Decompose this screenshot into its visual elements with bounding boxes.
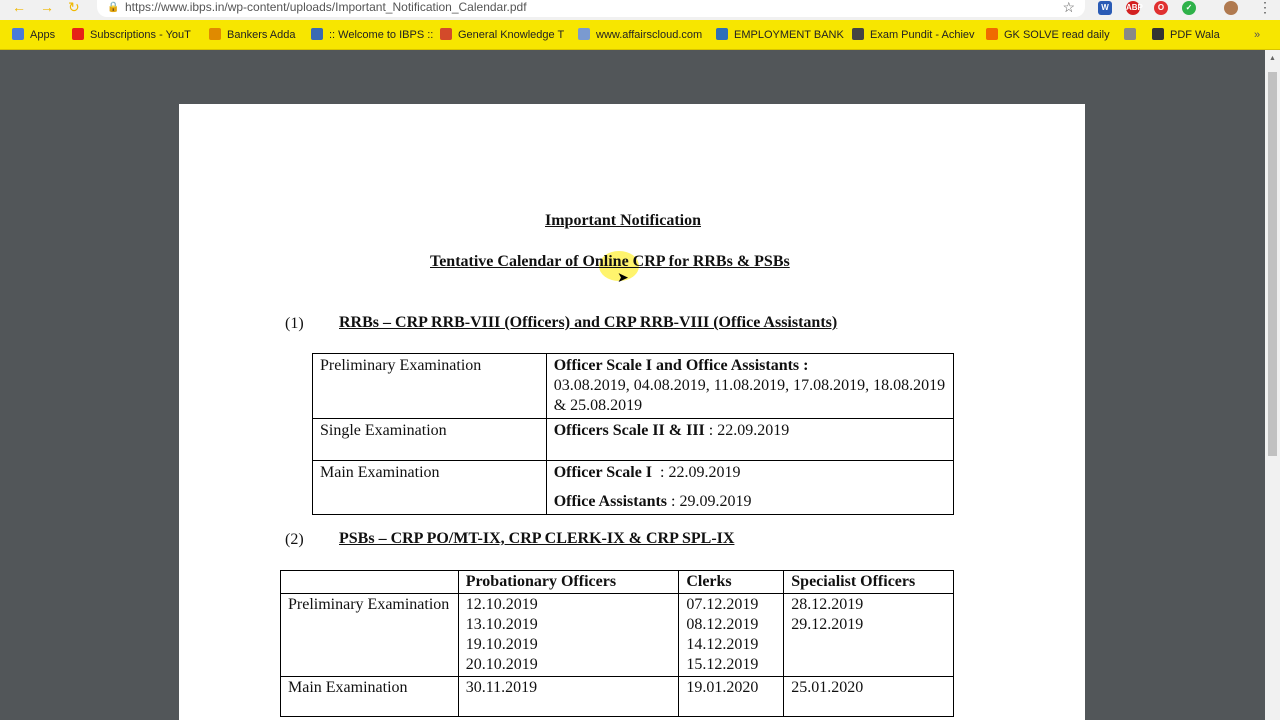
bookmark-label: General Knowledge T (458, 29, 565, 41)
extension-w-icon[interactable]: W (1098, 1, 1112, 15)
date-line: 28.12.2019 (791, 596, 864, 613)
exam-cell: Preliminary Examination (281, 594, 459, 677)
more-bookmarks-chevron-icon[interactable]: » (1254, 29, 1261, 41)
bookmark-item[interactable] (852, 28, 975, 42)
bookmark-item[interactable] (440, 28, 564, 42)
so-dates-cell (784, 594, 954, 677)
exam-pundit-icon (852, 28, 864, 40)
bookmark-item[interactable] (311, 28, 433, 42)
table-row (313, 419, 954, 461)
star-icon[interactable]: ☆ (1062, 0, 1075, 15)
mouse-pointer-icon: ➤ (617, 270, 629, 286)
bookmark-label: www.affairscloud.com (596, 29, 703, 41)
youtube-icon (72, 28, 84, 40)
pdf-page (179, 104, 1085, 720)
table-row (281, 594, 954, 677)
ibps-icon (311, 28, 323, 40)
browser-toolbar (0, 0, 1280, 20)
doc-title: Important Notification (545, 212, 701, 229)
bookmark-item[interactable] (578, 28, 702, 42)
clerk-dates-cell (679, 594, 784, 677)
pdf-wala-icon (1152, 28, 1164, 40)
scrollbar[interactable] (1265, 50, 1280, 720)
table-row (313, 461, 954, 515)
exam-cell: Main Examination (281, 677, 459, 717)
exam-cell: Main Examination (313, 461, 547, 515)
dates-bold-label-2: Office Assistants (553, 493, 668, 510)
profile-avatar-icon[interactable] (1224, 1, 1238, 15)
dates-bold-label: Officer Scale I (553, 464, 653, 481)
header-cell: Probationary Officers (458, 571, 679, 594)
bookmark-label: PDF Wala (1170, 29, 1220, 41)
doc-subtitle: Tentative Calendar of Online CRP for RRBs & PSBs (430, 253, 790, 270)
dates-cell (546, 354, 953, 419)
date-line: 20.10.2019 (465, 656, 538, 673)
dates-text: : 22.09.2019 (704, 422, 790, 439)
bankers-adda-icon (209, 28, 221, 40)
dates-bold-label: Officers Scale II & III (553, 422, 705, 439)
table-row (313, 354, 954, 419)
po-dates-cell: 30.11.2019 (458, 677, 679, 717)
bookmark-label: Subscriptions - YouT (90, 29, 191, 41)
lock-icon: 🔒 (107, 2, 120, 13)
date-line: 13.10.2019 (465, 616, 538, 633)
date-line: 19.10.2019 (465, 636, 538, 653)
table-header-row (281, 571, 954, 594)
employment-bank-icon (716, 28, 728, 40)
section-2-number: (2) (285, 531, 304, 548)
bookmarks-bar (0, 20, 1280, 50)
clerk-dates-cell: 19.01.2020 (679, 677, 784, 717)
bookmark-item[interactable] (209, 28, 296, 42)
gk-icon (440, 28, 452, 40)
bookmark-item[interactable] (716, 28, 844, 42)
bookmark-label: :: Welcome to IBPS :: (329, 29, 434, 41)
bookmark-item[interactable] (12, 28, 55, 42)
reload-icon[interactable]: ↻ (68, 0, 80, 15)
bookmark-label: EMPLOYMENT BANK (734, 29, 844, 41)
so-dates-cell: 25.01.2020 (784, 677, 954, 717)
blogger-icon (986, 28, 998, 40)
blank-page-icon (1124, 28, 1136, 40)
address-bar[interactable] (97, 0, 1085, 17)
bookmark-label: Exam Pundit - Achiev (870, 29, 975, 41)
rrb-calendar-table (312, 353, 954, 515)
dates-text: : 22.09.2019 (652, 464, 741, 481)
section-1-number: (1) (285, 315, 304, 332)
apps-grid-icon (12, 28, 24, 40)
check-icon[interactable]: ✓ (1182, 1, 1196, 15)
header-cell: Clerks (679, 571, 784, 594)
date-line: 14.12.2019 (686, 636, 759, 653)
bookmark-item[interactable] (1152, 28, 1220, 42)
bookmark-item[interactable] (1124, 28, 1142, 42)
date-line: 07.12.2019 (686, 596, 759, 613)
scroll-up-arrow-icon[interactable]: ▲ (1269, 55, 1276, 62)
po-dates-cell (458, 594, 679, 677)
bookmark-label: Apps (30, 29, 56, 41)
scrollbar-thumb[interactable] (1268, 72, 1277, 456)
menu-kebab-icon[interactable]: ⋮ (1258, 0, 1272, 15)
date-line: 12.10.2019 (465, 596, 538, 613)
dates-bold-label: Officer Scale I and Office Assistants : (553, 357, 809, 374)
exam-cell: Single Examination (313, 419, 547, 461)
adblock-icon[interactable]: ABP (1126, 1, 1140, 15)
bookmark-label: GK SOLVE read daily (1004, 29, 1110, 41)
exam-cell: Preliminary Examination (313, 354, 547, 419)
date-line: 29.12.2019 (791, 616, 864, 633)
url-text[interactable]: https://www.ibps.in/wp-content/uploads/Important_Notification_Calendar.pdf (125, 0, 527, 14)
header-cell (281, 571, 459, 594)
bookmark-label: Bankers Adda (227, 29, 296, 41)
dates-cell (546, 461, 953, 515)
psb-calendar-table (280, 570, 954, 717)
date-line: 08.12.2019 (686, 616, 759, 633)
table-row (281, 677, 954, 717)
date-line: 15.12.2019 (686, 656, 759, 673)
forward-arrow-icon[interactable]: → (40, 0, 54, 15)
dates-cell (546, 419, 953, 461)
section-2-heading: PSBs – CRP PO/MT-IX, CRP CLERK-IX & CRP SPL-IX (339, 530, 735, 547)
dates-text: 03.08.2019, 04.08.2019, 11.08.2019, 17.08.2019, 18.08.2019 & 25.08.2019 (553, 377, 946, 414)
bookmark-item[interactable] (986, 28, 1110, 42)
bookmark-item[interactable] (72, 28, 191, 42)
section-1-heading: RRBs – CRP RRB-VIII (Officers) and CRP RRB-VIII (Office Assistants) (339, 314, 838, 331)
opera-icon[interactable]: O (1154, 1, 1168, 15)
affairscloud-icon (578, 28, 590, 40)
header-cell: Specialist Officers (784, 571, 954, 594)
back-arrow-icon[interactable]: ← (12, 0, 26, 15)
dates-text-2: : 29.09.2019 (667, 493, 752, 510)
